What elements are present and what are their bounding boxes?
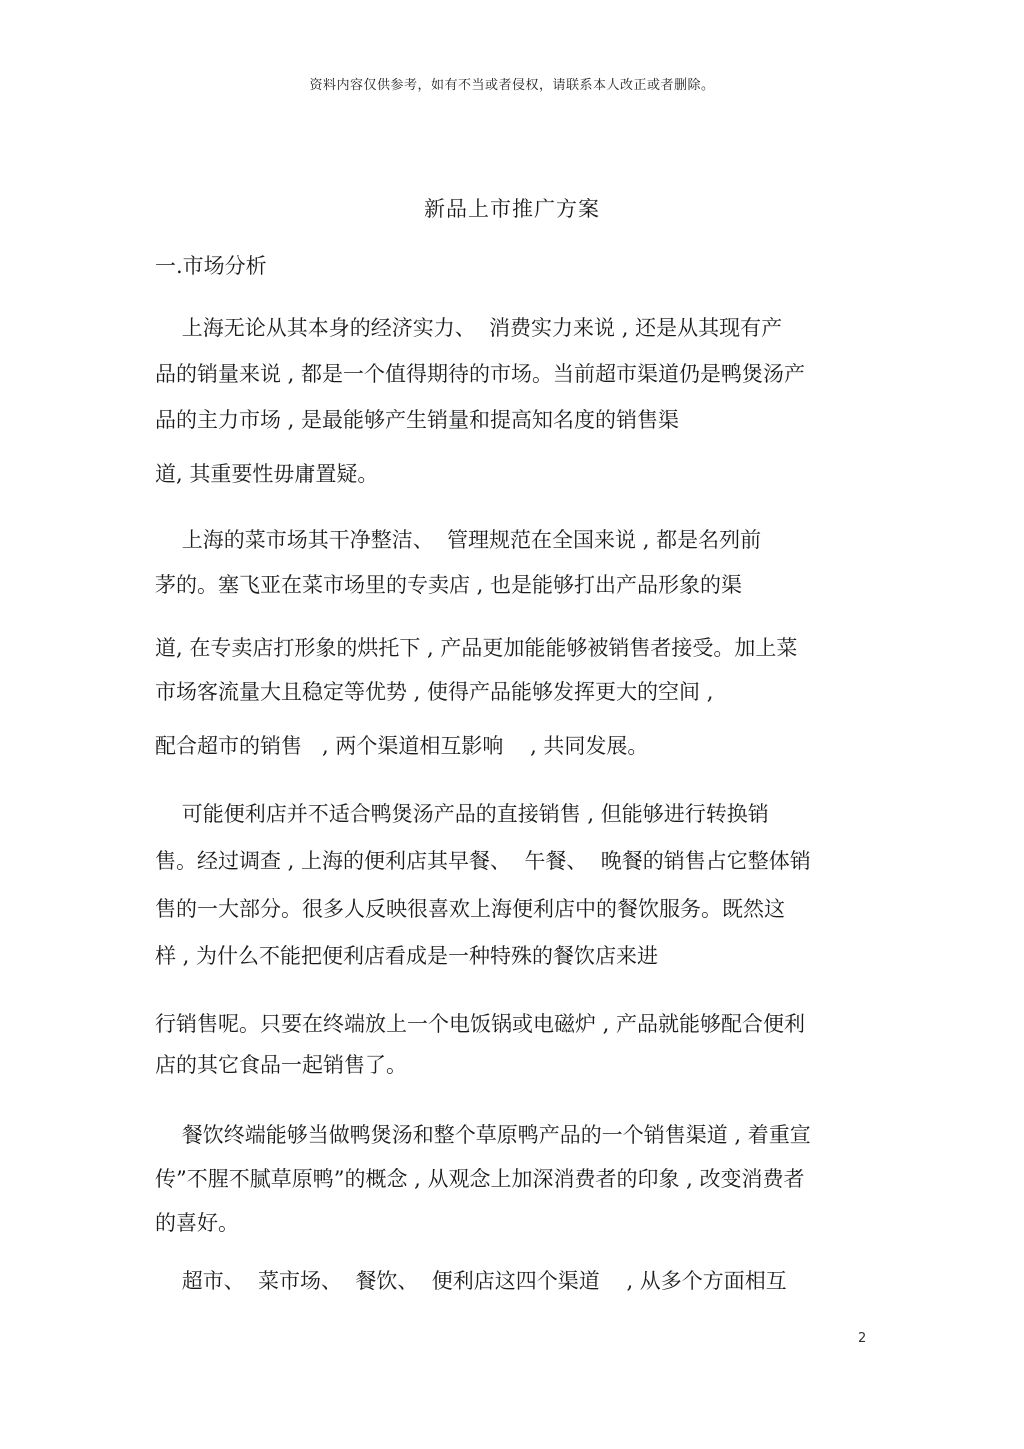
text-line: 市场客流量大且稳定等优势 , 使得产品能够发挥更大的空间 , bbox=[155, 680, 714, 704]
text-line: 品的销量来说 , 都是一个值得期待的市场。当前超市渠道仍是鸭煲汤产 bbox=[155, 362, 806, 386]
disclaimer-header: 资料内容仅供参考，如有不当或者侵权，请联系本人改正或者删除。 bbox=[309, 78, 715, 93]
text-line: 行销售呢。只要在终端放上一个电饭锅或电磁炉 , 产品就能够配合便利 bbox=[155, 1012, 806, 1036]
text-line: 超市、 菜市场、 餐饮、 便利店这四个渠道 , 从多个方面相互 bbox=[155, 1269, 787, 1293]
text-line: 传”不腥不腻草原鸭”的概念 , 从观念上加深消费者的印象 , 改变消费者 bbox=[155, 1167, 805, 1191]
text-line: 店的其它食品一起销售了。 bbox=[155, 1053, 407, 1077]
text-line: 道, 在专卖店打形象的烘托下 , 产品更加能能够被销售者接受。加上菜 bbox=[155, 636, 798, 660]
text-line: 上海的菜市场其干净整洁、 管理规范在全国来说 , 都是名列前 bbox=[155, 528, 762, 552]
page-number: 2 bbox=[858, 1331, 867, 1346]
text-line: 上海无论从其本身的经济实力、 消费实力来说 , 还是从其现有产 bbox=[155, 316, 783, 340]
text-line: 的喜好。 bbox=[155, 1211, 239, 1235]
text-line: 道, 其重要性毋庸置疑。 bbox=[155, 462, 379, 486]
text-line: 品的主力市场 , 是最能够产生销量和提高知名度的销售渠 bbox=[155, 408, 680, 432]
text-line: 茅的。塞飞亚在菜市场里的专卖店 , 也是能够打出产品形象的渠 bbox=[155, 573, 743, 597]
document-title: 新品上市推广方案 bbox=[424, 197, 600, 221]
section-heading: 一.市场分析 bbox=[155, 254, 267, 278]
text-line: 样 , 为什么不能把便利店看成是一种特殊的餐饮店来进 bbox=[155, 944, 659, 968]
text-line: 餐饮终端能够当做鸭煲汤和整个草原鸭产品的一个销售渠道 , 着重宣 bbox=[155, 1123, 811, 1147]
text-line: 配合超市的销售 , 两个渠道相互影响 , 共同发展。 bbox=[155, 734, 649, 758]
text-line: 售的一大部分。很多人反映很喜欢上海便利店中的餐饮服务。既然这 bbox=[155, 897, 785, 921]
text-line: 可能便利店并不适合鸭煲汤产品的直接销售 , 但能够进行转换销 bbox=[155, 802, 769, 826]
text-line: 售。经过调查 , 上海的便利店其早餐、 午餐、 晚餐的销售占它整体销 bbox=[155, 849, 811, 873]
